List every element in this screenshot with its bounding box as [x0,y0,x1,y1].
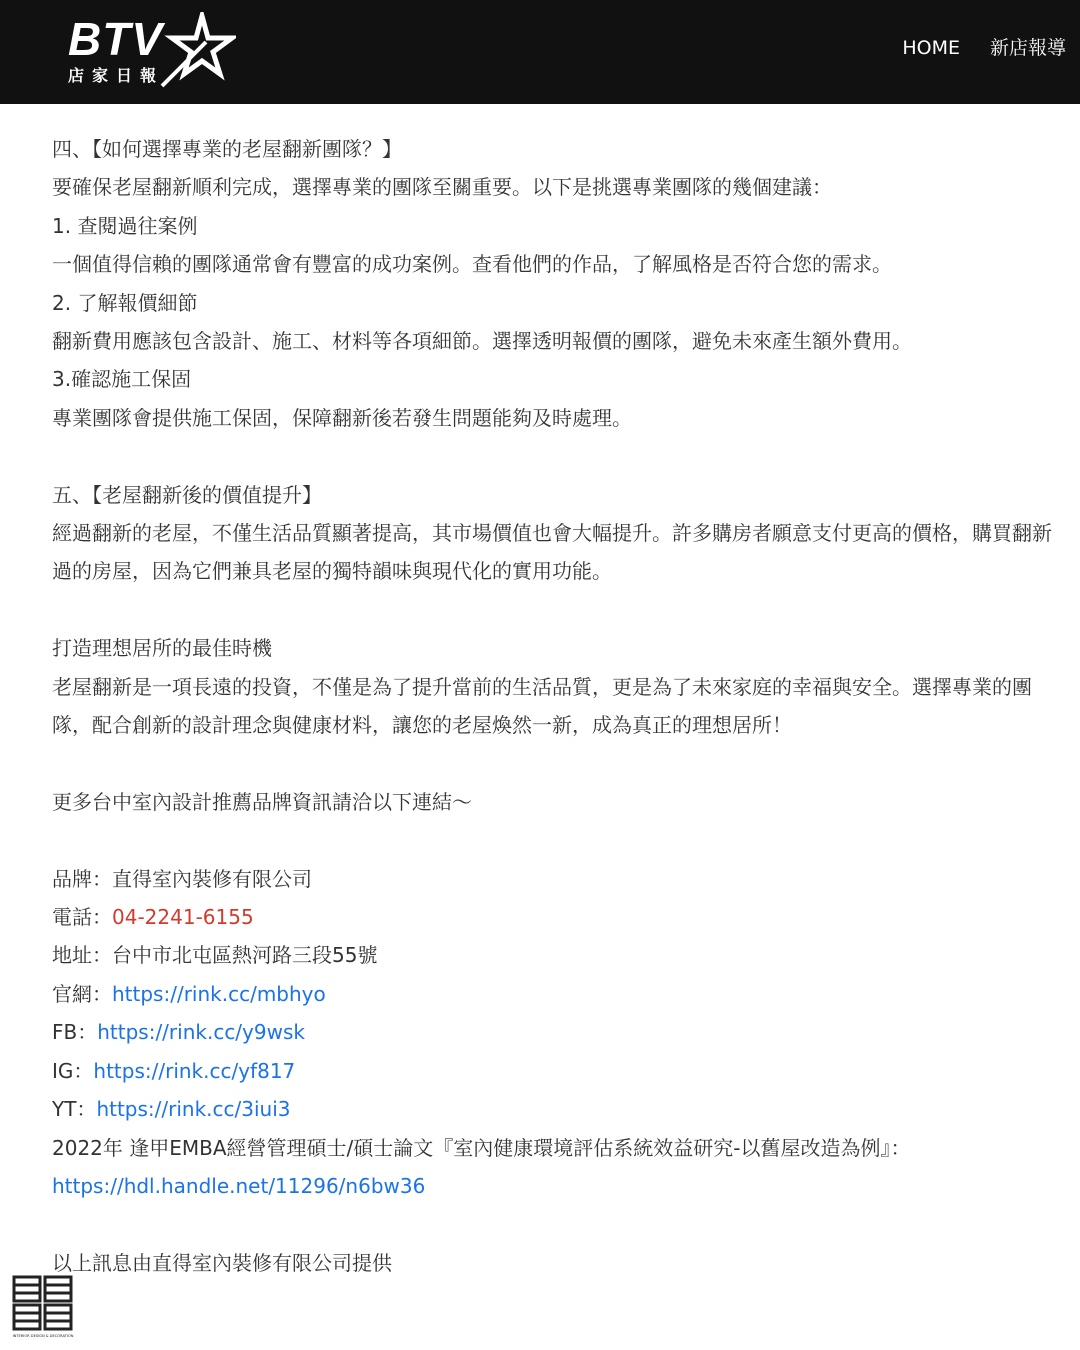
brand-label: 品牌： [52,866,112,891]
star-icon [156,12,236,88]
logo-caption: INTERIOR DESIGN & DECORATION [12,1334,74,1338]
address-row [52,936,1052,974]
fb-row [52,1013,1052,1051]
logo-subtitle: 店家日報 [68,66,165,85]
site-logo[interactable] [64,10,239,90]
company-logo [10,1274,76,1340]
nav-new-store-reports[interactable]: 新店報導 [989,37,1066,59]
thesis-text: 2022年 逢甲EMBA經營管理碩士/碩士論文『室內健康環境評估系統效益研究-以舊屋改造為例』： [52,1135,911,1160]
section-6-title: 打造理想居所的最佳時機 [52,636,272,661]
section-4-title: 四、【如何選擇專業的老屋翻新團隊？】 [52,137,402,161]
fb-link[interactable]: https://rink.cc/y9wsk [97,1020,305,1045]
section-5-text: 經過翻新的老屋，不僅生活品質顯著提高，其市場價值也會大幅提升。許多購房者願意支付更高的價格，購買翻新過的房屋，因為它們兼具老屋的獨特韻味與現代化的實用功能。 [52,521,1052,584]
brand-value: 直得室內裝修有限公司 [112,866,312,891]
thesis-link[interactable]: https://hdl.handle.net/11296/n6bw36 [52,1173,426,1198]
website-label: 官網： [52,981,112,1006]
section-5-title: 五、【老屋翻新後的價值提升】 [52,482,322,507]
ig-label: IG： [52,1058,94,1083]
fb-label: FB： [52,1020,98,1045]
tip-3-text: 專業團隊會提供施工保固，保障翻新後若發生問題能夠及時處理。 [52,405,632,430]
tip-2-title: 2. 了解報價細節 [52,290,198,315]
address-label: 地址： [52,943,112,968]
company-logo-mark [10,1274,76,1340]
website-row [52,975,1052,1013]
tip-1-text: 一個值得信賴的團隊通常會有豐富的成功案例。查看他們的作品，了解風格是否符合您的需求。 [52,252,892,277]
brand-row [52,860,1052,898]
phone-link[interactable]: 04-2241-6155 [112,905,254,930]
more-info-text: 更多台中室內設計推薦品牌資訊請洽以下連結～ [52,789,472,814]
ig-link[interactable]: https://rink.cc/yf817 [93,1058,296,1083]
phone-row [52,898,1052,936]
tip-2-text: 翻新費用應該包含設計、施工、材料等各項細節。選擇透明報價的團隊，避免未來產生額外費用。 [52,329,912,354]
main-nav [902,34,1066,62]
article-content [52,130,1052,1282]
yt-row [52,1090,1052,1128]
yt-label: YT： [52,1097,97,1122]
ig-row [52,1052,1052,1090]
tip-3-title: 3.確認施工保固 [52,367,192,392]
phone-label: 電話： [52,905,112,930]
site-header [0,0,1080,104]
address-value: 台中市北屯區熱河路三段55號 [112,943,378,968]
section-4-intro: 要確保老屋翻新順利完成，選擇專業的團隊至關重要。以下是挑選專業團隊的幾個建議： [52,175,832,200]
nav-home[interactable]: HOME [902,37,960,59]
section-6-text: 老屋翻新是一項長遠的投資，不僅是為了提升當前的生活品質，更是為了未來家庭的幸福與安全。選擇專業的團隊，配合創新的設計理念與健康材料，讓您的老屋煥然一新，成為真正的理想居所！ [52,674,1032,738]
website-link[interactable]: https://rink.cc/mbhyo [112,981,326,1006]
credit-text: 以上訊息由直得室內裝修有限公司提供 [52,1250,392,1275]
thesis-row [52,1167,1052,1205]
yt-link[interactable]: https://rink.cc/3iui3 [96,1097,291,1122]
tip-1-title: 1. 查閱過往案例 [52,213,198,238]
logo-wordmark: BTV [68,13,163,65]
